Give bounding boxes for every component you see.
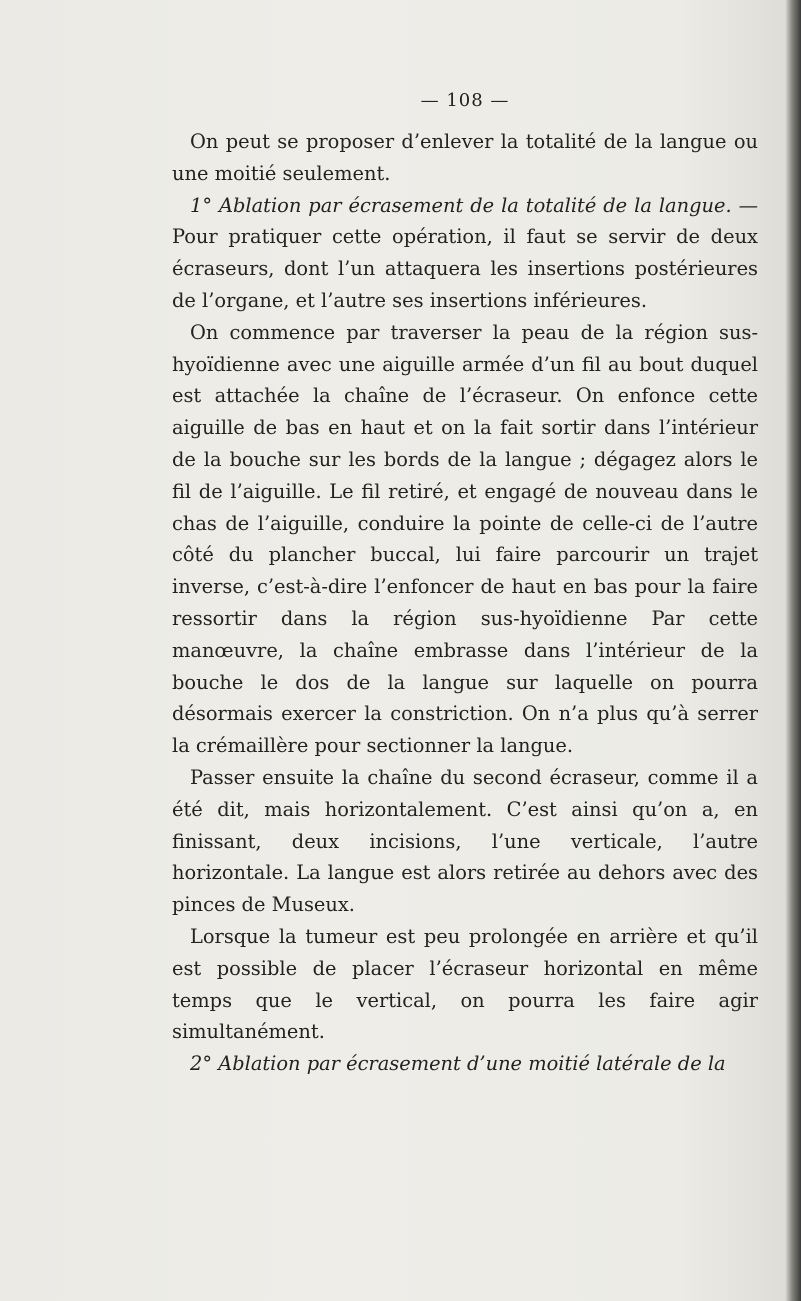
section-1-heading: 1° Ablation par écrasement de la totalité de la langue. — bbox=[190, 193, 758, 217]
section-2-heading: 2° Ablation par écrasement d’une moitié latérale de la bbox=[190, 1052, 726, 1076]
page-text-block bbox=[172, 90, 758, 1080]
page-number: — 108 — bbox=[420, 90, 510, 111]
paragraph-procedure: On commence par traverser la peau de la région sus-hyoïdienne avec une aiguille armée d’un fil au bout duquel est attachée la chaîne de l’écraseur. On enfonce cette aiguille de bas en haut et on la fait sortir dans l’intérieur de la bouche sur les bords de la langue ; dégagez alors le fil de l’aiguille. Le fil retiré, et engagé de nouveau dans le chas de l’aiguille, conduire la pointe de celle-ci de l’autre côté du plancher buccal, lui faire parcourir un trajet inverse, c’est-à-dire l’enfoncer de haut en bas pour la faire ressortir dans la région sus-hyoïdienne Par cette manœuvre, la chaîne embrasse dans l’intérieur de la bouche le dos de la langue sur laquelle on pourra désormais exercer la constriction. On n’a plus qu’à serrer la crémaillère pour sectionner la langue. bbox=[172, 320, 758, 758]
paragraph-section-2 bbox=[172, 1048, 758, 1080]
paragraph-intro: On peut se proposer d’enlever la totalité de la langue ou une moitié seulement. bbox=[172, 130, 758, 185]
section-1-body: Pour pratiquer cette opération, il faut se servir de deux écraseurs, dont l’un attaquera les insertions postérieures de l’organe, et l’autre ses insertions inférieures. bbox=[172, 225, 758, 312]
paragraph-second-ecraseur: Passer ensuite la chaîne du second écraseur, comme il a été dit, mais horizontalement. C’est ainsi qu’on a, en finissant, deux incisions, l’une verticale, l’autre horizontale. La langue est alors retirée au dehors avec des pinces de Museux. bbox=[172, 765, 758, 917]
paragraph-section-1 bbox=[172, 190, 758, 317]
paragraph-simultaneous: Lorsque la tumeur est peu prolongée en arrière et qu’il est possible de placer l’écraseur horizontal en même temps que le vertical, on pourra les faire agir simultanément. bbox=[172, 924, 758, 1044]
page-edge-shadow bbox=[785, 0, 801, 1301]
